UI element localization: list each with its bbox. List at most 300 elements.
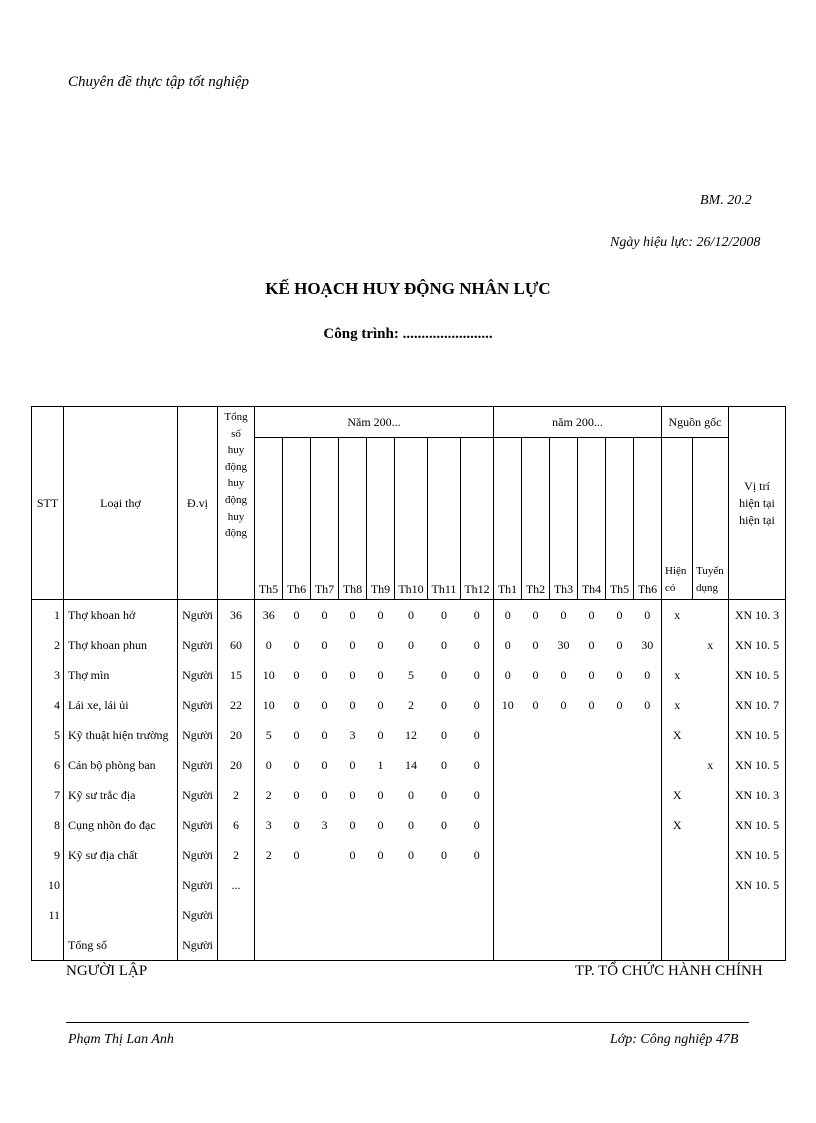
row-month-value: 10 <box>255 660 283 690</box>
row-worker-type: Tổng số <box>64 930 178 961</box>
row-month-value <box>606 780 634 810</box>
row-month-value: 0 <box>532 637 539 652</box>
row-unit: Người <box>178 690 218 720</box>
row-month-value: 0 <box>349 817 356 832</box>
row-stt: 7 <box>32 780 64 810</box>
table-row <box>32 690 786 720</box>
row-location: XN 10. 5 <box>729 720 786 750</box>
row-month-value <box>550 840 578 870</box>
row-month-value <box>522 840 550 870</box>
row-month-value <box>550 750 578 780</box>
row-month-value: 0 <box>293 637 300 652</box>
row-month-value <box>550 780 578 810</box>
header-month: Th10 <box>395 438 428 600</box>
row-month-value: 0 <box>588 637 595 652</box>
row-unit: Người <box>178 900 218 930</box>
header-month: Th4 <box>578 438 606 600</box>
row-total: 22 <box>218 690 255 720</box>
row-month-value: 3 <box>321 817 328 832</box>
row-origin-existing <box>662 930 693 961</box>
row-month-value <box>550 810 578 840</box>
row-unit: Người <box>178 720 218 750</box>
row-origin-recruit <box>693 690 729 720</box>
row-origin-recruit <box>693 780 729 810</box>
row-total: 36 <box>218 600 255 631</box>
row-month-value: 0 <box>473 757 480 772</box>
row-month-value <box>634 810 662 840</box>
header-month: Th9 <box>367 438 395 600</box>
row-month-value <box>255 870 283 900</box>
row-month-value <box>578 930 606 961</box>
row-worker-type: Kỹ thuật hiện trường <box>64 720 178 750</box>
row-month-value <box>634 750 662 780</box>
row-month-value <box>578 900 606 930</box>
row-worker-type: Kỹ sư địa chất <box>64 840 178 870</box>
table-row <box>32 720 786 750</box>
row-month-value: 14 <box>405 757 417 772</box>
footer-divider <box>66 1022 749 1023</box>
row-month-value: 0 <box>321 757 328 772</box>
effective-date: Ngày hiệu lực: 26/12/2008 <box>610 235 761 250</box>
row-month-value: 10 <box>494 690 522 720</box>
row-origin-existing: x <box>662 690 693 720</box>
row-worker-type: Lái xe, lái ủi <box>64 690 178 720</box>
row-stt: 2 <box>32 630 64 660</box>
row-total: 20 <box>218 750 255 780</box>
row-month-value <box>311 900 339 930</box>
row-month-value: 30 <box>641 637 654 652</box>
row-month-value: 0 <box>377 817 384 832</box>
row-origin-recruit <box>693 720 729 750</box>
row-month-value <box>494 780 522 810</box>
row-month-value: 0 <box>473 847 480 862</box>
row-month-value <box>550 900 578 930</box>
row-month-value <box>461 930 494 961</box>
row-location: XN 10. 5 <box>729 810 786 840</box>
row-month-value: 12 <box>405 727 417 742</box>
row-month-value: 0 <box>377 697 384 712</box>
header-origin: Nguồn gốc <box>662 407 729 438</box>
row-origin-recruit: x <box>707 757 714 772</box>
row-month-value: 0 <box>473 607 480 622</box>
header-total-line: huy <box>227 477 245 490</box>
row-month-value: 0 <box>293 727 300 742</box>
row-month-value: 0 <box>644 607 651 622</box>
row-month-value: 0 <box>441 637 447 652</box>
row-month-value: 0 <box>408 817 414 832</box>
row-month-value: 0 <box>494 660 522 690</box>
table-row <box>32 870 786 900</box>
row-worker-type: Thợ khoan phun <box>64 630 178 660</box>
row-origin-existing <box>662 840 693 870</box>
row-total: 20 <box>218 720 255 750</box>
row-month-value: 0 <box>473 817 480 832</box>
row-total: 60 <box>218 630 255 660</box>
header-worker-type: Loại thợ <box>64 407 178 600</box>
row-unit: Người <box>178 810 218 840</box>
row-month-value <box>339 930 367 961</box>
row-month-value <box>522 750 550 780</box>
row-origin-existing: x <box>662 660 693 690</box>
row-location: XN 10. 5 <box>729 660 786 690</box>
row-month-value <box>494 750 522 780</box>
row-origin-existing <box>662 630 693 660</box>
header-total-line: động <box>225 493 247 506</box>
row-total <box>218 930 255 961</box>
row-month-value <box>339 900 367 930</box>
row-month-value <box>494 930 522 961</box>
row-unit: Người <box>178 780 218 810</box>
row-origin-existing: X <box>662 780 693 810</box>
row-worker-type: Thợ mìn <box>64 660 178 690</box>
header-year-2: năm 200... <box>494 407 662 438</box>
row-unit: Người <box>178 840 218 870</box>
row-month-value <box>634 900 662 930</box>
header-total-line: động <box>225 527 247 540</box>
row-month-value <box>311 930 339 961</box>
header-origin-existing: Hiện có <box>662 438 693 600</box>
row-month-value: 0 <box>616 637 623 652</box>
row-month-value <box>367 900 395 930</box>
row-month-value: 0 <box>408 787 414 802</box>
row-location: XN 10. 3 <box>729 600 786 631</box>
header-month: Th2 <box>522 438 550 600</box>
row-month-value: 0 <box>494 600 522 631</box>
row-month-value <box>606 720 634 750</box>
row-stt: 1 <box>32 600 64 631</box>
document-title: KẾ HOẠCH HUY ĐỘNG NHÂN LỰC <box>265 279 551 298</box>
row-month-value: 36 <box>255 600 283 631</box>
row-location <box>729 900 786 930</box>
table-row <box>32 630 786 660</box>
row-month-value: 0 <box>255 630 283 660</box>
row-month-value: 0 <box>293 697 300 712</box>
row-month-value: 0 <box>321 727 328 742</box>
row-month-value <box>395 870 428 900</box>
row-month-value: 0 <box>441 727 447 742</box>
header-stt: STT <box>32 407 64 600</box>
table-row <box>32 600 786 631</box>
row-month-value <box>311 840 339 870</box>
row-month-value: 2 <box>255 780 283 810</box>
row-month-value <box>634 720 662 750</box>
row-month-value: 0 <box>377 727 384 742</box>
row-origin-recruit <box>693 810 729 840</box>
row-month-value: 0 <box>321 607 328 622</box>
row-month-value: 0 <box>293 607 300 622</box>
row-total: 6 <box>218 810 255 840</box>
header-month: Th8 <box>339 438 367 600</box>
row-month-value: 0 <box>377 787 384 802</box>
row-month-value <box>606 930 634 961</box>
row-month-value: 0 <box>588 607 595 622</box>
row-month-value: 0 <box>349 637 356 652</box>
row-month-value <box>339 870 367 900</box>
row-month-value: 0 <box>377 667 384 682</box>
row-worker-type: Thợ khoan hở <box>64 600 178 631</box>
header-total-line: huy <box>227 510 245 523</box>
table-row <box>32 810 786 840</box>
prepared-by-label: NGƯỜI LẬP <box>66 963 148 979</box>
row-stt: 11 <box>32 900 64 930</box>
row-month-value: 0 <box>473 727 480 742</box>
row-month-value <box>494 840 522 870</box>
table-row <box>32 840 786 870</box>
row-month-value: 0 <box>441 757 447 772</box>
header-total-line: huy <box>227 444 245 457</box>
row-month-value: 0 <box>349 607 356 622</box>
row-month-value <box>522 870 550 900</box>
row-location: XN 10. 5 <box>729 630 786 660</box>
row-location: XN 10. 3 <box>729 780 786 810</box>
row-location: XN 10. 5 <box>729 750 786 780</box>
row-month-value <box>550 870 578 900</box>
row-month-value <box>634 930 662 961</box>
row-month-value: 2 <box>408 697 414 712</box>
row-month-value <box>494 900 522 930</box>
row-month-value: 0 <box>560 667 567 682</box>
row-month-value: 0 <box>377 607 384 622</box>
row-month-value: 0 <box>644 697 651 712</box>
row-origin-existing <box>662 870 693 900</box>
manpower-plan-table <box>31 406 786 961</box>
row-origin-existing: X <box>662 810 693 840</box>
row-month-value: 0 <box>377 847 384 862</box>
header-month: Th7 <box>311 438 339 600</box>
table-row <box>32 900 786 930</box>
row-unit: Người <box>178 660 218 690</box>
row-location: XN 10. 5 <box>729 840 786 870</box>
header-unit: Đ.vị <box>178 407 218 600</box>
row-stt: 3 <box>32 660 64 690</box>
row-month-value: 0 <box>441 817 447 832</box>
header-total <box>218 407 255 600</box>
row-month-value <box>494 810 522 840</box>
row-month-value <box>428 870 461 900</box>
row-month-value <box>634 780 662 810</box>
row-month-value: 0 <box>377 637 384 652</box>
row-month-value <box>494 720 522 750</box>
row-month-value <box>255 930 283 961</box>
row-month-value <box>606 810 634 840</box>
row-month-value: 0 <box>321 637 328 652</box>
row-month-value: 0 <box>532 667 539 682</box>
row-month-value: 0 <box>532 607 539 622</box>
row-total: 15 <box>218 660 255 690</box>
row-location: XN 10. 5 <box>729 870 786 900</box>
header-total-line: Tổng <box>224 411 248 423</box>
row-worker-type: Cán bộ phòng ban <box>64 750 178 780</box>
header-month: Th11 <box>428 438 461 600</box>
header-month: Th3 <box>550 438 578 600</box>
row-month-value: 0 <box>441 697 447 712</box>
row-stt: 4 <box>32 690 64 720</box>
row-month-value <box>522 720 550 750</box>
header-location: Vị trí hiện tại hiện tại <box>729 407 786 600</box>
row-unit: Người <box>178 870 218 900</box>
row-month-value: 0 <box>408 637 414 652</box>
row-month-value <box>578 750 606 780</box>
row-origin-existing: X <box>662 720 693 750</box>
row-month-value <box>255 900 283 930</box>
row-month-value <box>428 900 461 930</box>
row-month-value <box>494 870 522 900</box>
row-month-value: 0 <box>616 667 623 682</box>
row-worker-type: Cụng nhõn đo đạc <box>64 810 178 840</box>
row-month-value <box>578 870 606 900</box>
row-worker-type: Kỹ sư trắc địa <box>64 780 178 810</box>
row-stt: 8 <box>32 810 64 840</box>
form-code: BM. 20.2 <box>700 193 752 208</box>
row-month-value: 0 <box>441 607 447 622</box>
row-month-value: 0 <box>349 667 356 682</box>
row-month-value <box>395 930 428 961</box>
row-month-value <box>522 930 550 961</box>
row-month-value: 0 <box>588 697 595 712</box>
row-month-value <box>522 780 550 810</box>
row-month-value <box>522 900 550 930</box>
row-origin-recruit <box>693 660 729 690</box>
row-month-value: 0 <box>408 847 414 862</box>
row-worker-type <box>64 870 178 900</box>
row-month-value: 0 <box>616 697 623 712</box>
row-month-value <box>606 750 634 780</box>
row-month-value: 0 <box>349 757 356 772</box>
row-month-value: 0 <box>616 607 623 622</box>
row-month-value: 0 <box>560 607 567 622</box>
row-origin-existing <box>662 900 693 930</box>
row-origin-recruit: x <box>707 637 714 652</box>
row-month-value <box>578 720 606 750</box>
row-month-value: 30 <box>557 637 570 652</box>
row-month-value: 0 <box>321 787 328 802</box>
row-month-value <box>578 810 606 840</box>
row-month-value <box>550 930 578 961</box>
row-month-value <box>634 870 662 900</box>
row-unit: Người <box>178 630 218 660</box>
row-unit: Người <box>178 600 218 631</box>
row-month-value: 0 <box>441 667 447 682</box>
row-month-value: 5 <box>255 720 283 750</box>
row-month-value <box>550 720 578 750</box>
row-month-value <box>461 870 494 900</box>
row-location <box>729 930 786 961</box>
row-month-value: 0 <box>293 787 300 802</box>
row-stt: 9 <box>32 840 64 870</box>
row-origin-existing <box>662 750 693 780</box>
row-month-value: 0 <box>321 667 328 682</box>
table-row <box>32 660 786 690</box>
row-month-value <box>367 870 395 900</box>
row-month-value: 5 <box>408 667 414 682</box>
row-month-value <box>311 870 339 900</box>
header-total-line: số <box>231 427 241 440</box>
row-month-value: 0 <box>588 667 595 682</box>
row-total: 2 <box>218 780 255 810</box>
row-origin-recruit <box>693 600 729 631</box>
row-origin-recruit <box>693 930 729 961</box>
table-row <box>32 930 786 961</box>
header-month: Th6 <box>283 438 311 600</box>
row-month-value <box>283 930 311 961</box>
row-month-value: 0 <box>473 697 480 712</box>
row-stt: 6 <box>32 750 64 780</box>
row-month-value: 0 <box>321 697 328 712</box>
header-note: Chuyên đề thực tập tốt nghiệp <box>68 74 250 90</box>
row-month-value: 0 <box>408 607 414 622</box>
footer-author: Phạm Thị Lan Anh <box>68 1032 174 1047</box>
table-row <box>32 780 786 810</box>
row-month-value <box>578 780 606 810</box>
row-month-value: 0 <box>441 847 447 862</box>
row-month-value: 0 <box>473 787 480 802</box>
header-year-1: Năm 200... <box>255 407 494 438</box>
row-month-value: 0 <box>255 750 283 780</box>
row-total: ... <box>218 870 255 900</box>
row-month-value <box>461 900 494 930</box>
header-total-line: động <box>225 460 247 473</box>
row-month-value: 3 <box>255 810 283 840</box>
row-month-value <box>428 930 461 961</box>
row-month-value: 0 <box>441 787 447 802</box>
row-month-value <box>522 810 550 840</box>
row-origin-existing: x <box>662 600 693 631</box>
row-month-value: 0 <box>293 847 300 862</box>
row-month-value: 0 <box>349 847 356 862</box>
row-origin-recruit <box>693 900 729 930</box>
row-month-value <box>283 900 311 930</box>
row-unit: Người <box>178 750 218 780</box>
row-worker-type <box>64 900 178 930</box>
row-month-value: 10 <box>255 690 283 720</box>
header-month: Th5 <box>255 438 283 600</box>
row-month-value <box>283 870 311 900</box>
header-month: Th5 <box>606 438 634 600</box>
row-stt: 5 <box>32 720 64 750</box>
row-month-value: 0 <box>473 637 480 652</box>
row-month-value: 0 <box>293 757 300 772</box>
row-month-value: 0 <box>349 787 356 802</box>
row-month-value: 0 <box>560 697 567 712</box>
header-month: Th1 <box>494 438 522 600</box>
row-location: XN 10. 7 <box>729 690 786 720</box>
header-month: Th12 <box>461 438 494 600</box>
row-month-value <box>606 870 634 900</box>
row-unit: Người <box>178 930 218 961</box>
project-line: Công trình: ........................ <box>323 326 493 342</box>
row-month-value <box>395 900 428 930</box>
row-stt: 10 <box>32 870 64 900</box>
row-total: 2 <box>218 840 255 870</box>
approver-label: TP. TỔ CHỨC HÀNH CHÍNH <box>575 963 763 979</box>
row-month-value: 0 <box>644 667 651 682</box>
row-month-value <box>367 930 395 961</box>
row-month-value: 0 <box>473 667 480 682</box>
row-total <box>218 900 255 930</box>
row-month-value <box>606 840 634 870</box>
row-stt <box>32 930 64 961</box>
row-origin-recruit <box>693 870 729 900</box>
table-row <box>32 750 786 780</box>
row-month-value: 0 <box>293 817 300 832</box>
row-month-value <box>578 840 606 870</box>
row-month-value: 1 <box>377 757 384 772</box>
row-month-value <box>634 840 662 870</box>
row-month-value: 0 <box>494 630 522 660</box>
row-month-value: 0 <box>532 697 539 712</box>
footer-class: Lớp: Công nghiệp 47B <box>610 1032 739 1047</box>
header-month: Th6 <box>634 438 662 600</box>
